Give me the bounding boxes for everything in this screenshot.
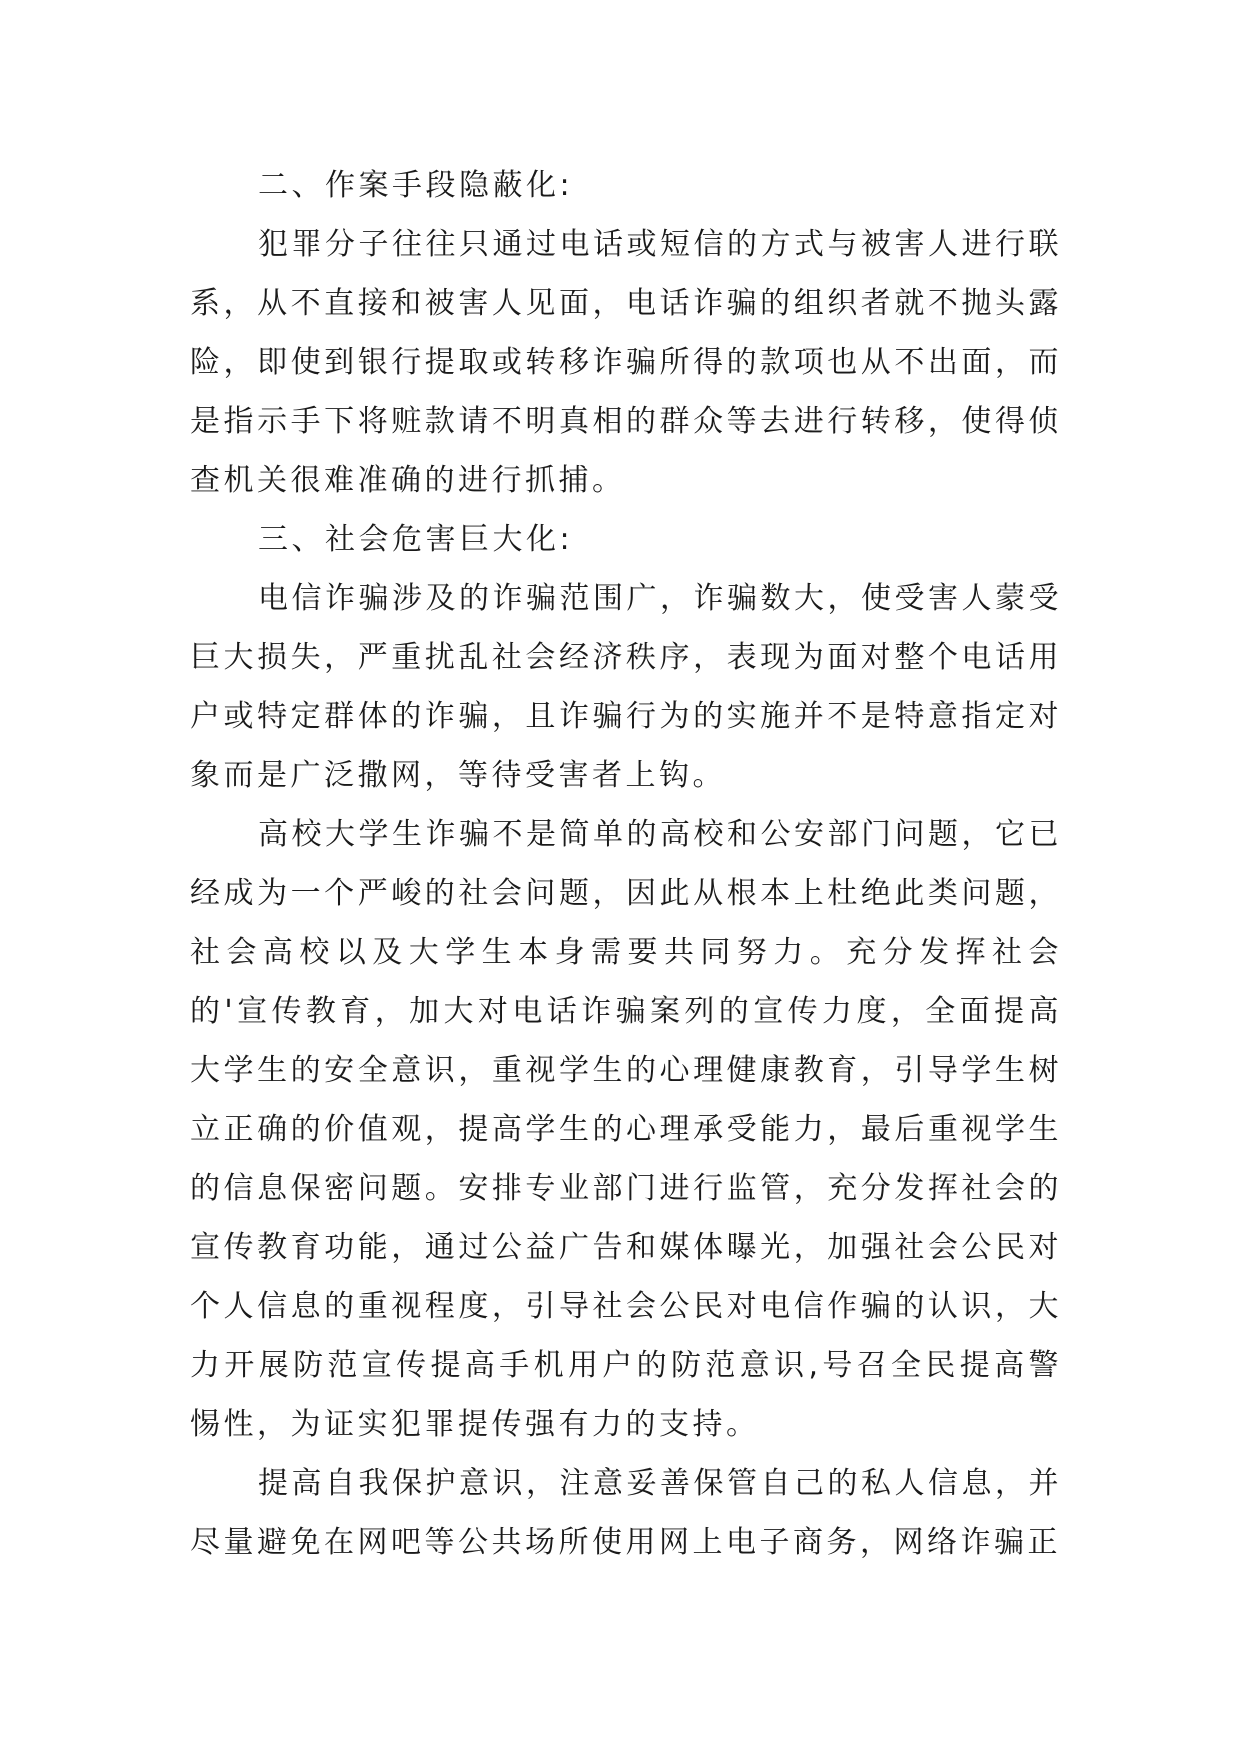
- document-body: [190, 156, 1062, 1572]
- paragraph-self-protection: 提高自我保护意识，注意妥善保管自己的私人信息，并尽量避免在网吧等公共场所使用网上电子商务，网络诈骗正: [190, 1466, 1062, 1560]
- paragraph-university-fraud: 高校大学生诈骗不是简单的高校和公安部门问题，它已经成为一个严峻的社会问题，因此从根本上杜绝此类问题，社会高校以及大学生本身需要共同努力。充分发挥社会的'宣传教育，加大对电话诈骗案列的宣传力度，全面提高大学生的安全意识，重视学生的心理健康教育，引导学生树立正确的价值观，提高学生的心理承受能力，最后重视学生的信息保密问题。安排专业部门进行监管，充分发挥社会的宣传教育功能，通过公益广告和媒体曝光，加强社会公民对个人信息的重视程度，引导社会公民对电信作骗的认识，大力开展防范宣传提高手机用户的防范意识,号召全民提高警惕性，为证实犯罪提传强有力的支持。: [190, 817, 1062, 1442]
- paragraph-concealed-methods: 犯罪分子往往只通过电话或短信的方式与被害人进行联系，从不直接和被害人见面，电话诈骗的组织者就不抛头露险，即使到银行提取或转移诈骗所得的款项也从不出面，而是指示手下将赃款请不明真相的群众等去进行转移，使得侦查机关很难准确的进行抓捕。: [190, 227, 1062, 498]
- section-heading-3: 三、社会危害巨大化:: [258, 522, 574, 557]
- paragraph-social-harm: 电信诈骗涉及的诈骗范围广，诈骗数大，使受害人蒙受巨大损失，严重扰乱社会经济秩序，表现为面对整个电话用户或特定群体的诈骗，且诈骗行为的实施并不是特意指定对象而是广泛撒网，等待受害者上钩。: [190, 581, 1062, 793]
- section-heading-2: 二、作案手段隐蔽化:: [258, 168, 574, 203]
